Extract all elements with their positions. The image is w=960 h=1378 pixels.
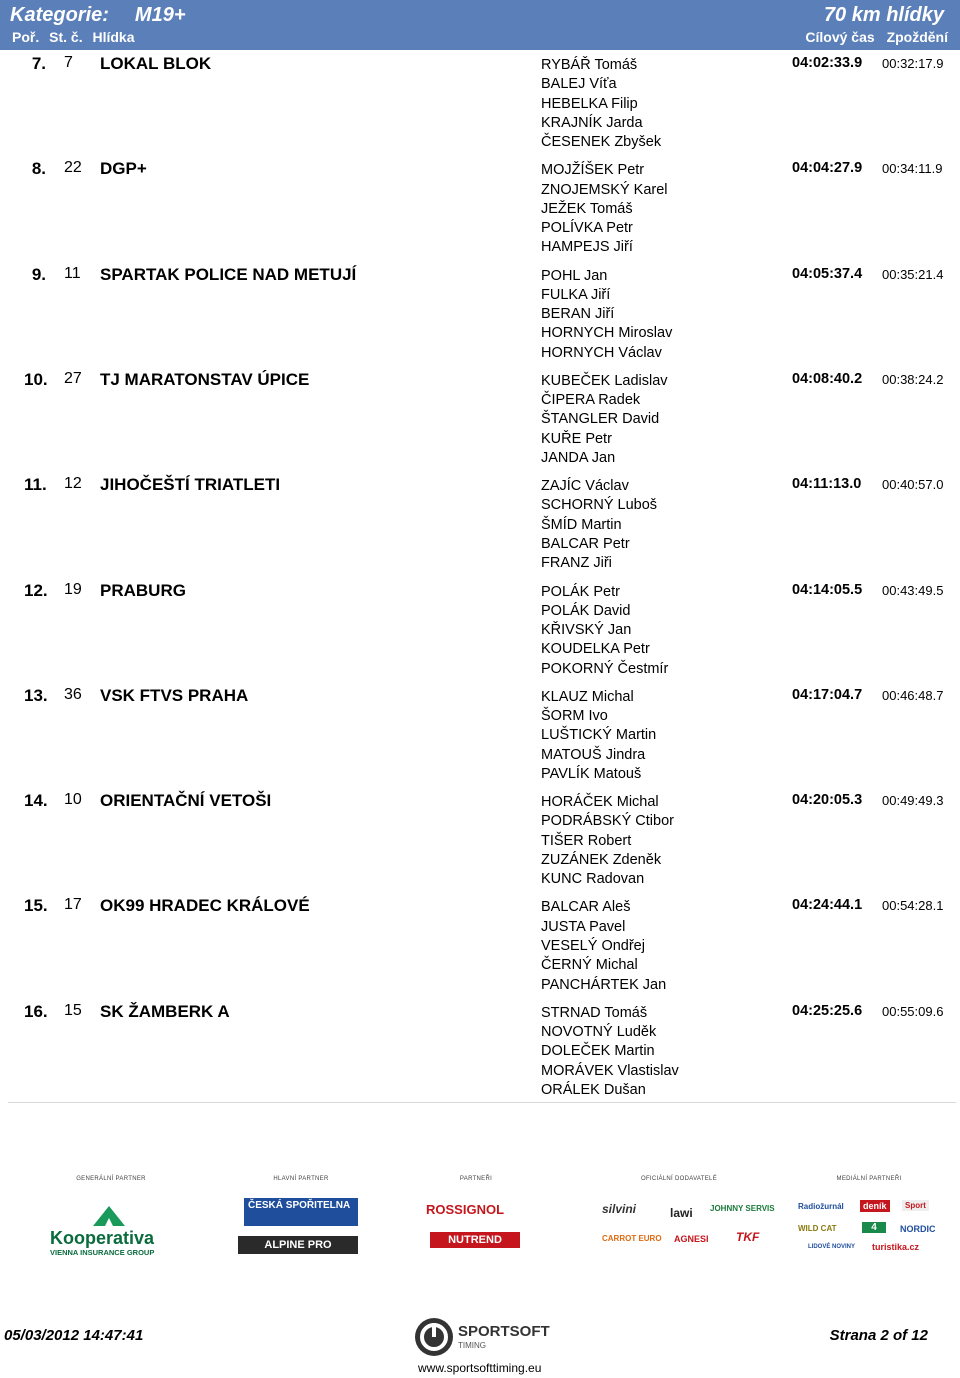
result-members — [541, 477, 657, 573]
ceska-sporitelna-logo: ČESKÁ SPOŘITELNA — [244, 1198, 358, 1226]
result-row — [0, 265, 960, 370]
result-delay: 00:54:28.1 — [882, 898, 944, 914]
official-suppliers-label: OFICIÁLNÍ DODAVATELÉ — [640, 1176, 717, 1182]
col-start-number: St. č. — [49, 29, 83, 45]
category-heading — [10, 4, 186, 27]
nordic-logo: NORDIC — [900, 1224, 936, 1234]
result-team-name: OK99 HRADEC KRÁLOVÉ — [100, 896, 310, 916]
lawi-logo: lawi — [670, 1206, 693, 1220]
result-team-name: PRABURG — [100, 580, 186, 600]
col-delay: Zpoždění — [886, 29, 948, 45]
result-finish-time: 04:04:27.9 — [792, 160, 863, 177]
result-finish-time: 04:02:33.9 — [792, 55, 863, 71]
member-name: BERAN Jiří — [541, 306, 615, 323]
member-name: TIŠER Robert — [541, 832, 632, 849]
partners-group — [416, 1176, 536, 1256]
result-start-number: 10 — [64, 791, 82, 809]
result-rank: 15. — [24, 896, 48, 916]
result-row — [0, 159, 960, 264]
lidove-noviny-logo: LIDOVÉ NOVINY — [808, 1244, 856, 1250]
result-members — [541, 793, 674, 889]
member-name: ČESENEK Zbyšek — [541, 134, 662, 151]
sportsoft-logo-text: SPORTSOFT — [458, 1323, 550, 1340]
member-name: HORÁČEK Michal — [541, 794, 659, 811]
result-team-name: ORIENTAČNÍ VETOŠI — [100, 791, 272, 811]
member-name: HEBELKA Filip — [541, 95, 638, 112]
category-value: M19+ — [134, 4, 186, 26]
member-name: ČERNÝ Michal — [541, 957, 638, 974]
result-rank: 13. — [24, 685, 48, 705]
member-name: HAMPEJS Jiří — [541, 239, 633, 256]
member-name: SCHORNÝ Luboš — [541, 497, 658, 514]
member-name: ŠTANGLER David — [541, 411, 660, 428]
result-row — [0, 54, 960, 159]
member-name: BALCAR Aleš — [541, 899, 631, 916]
kooperativa-subtitle: VIENNA INSURANCE GROUP — [50, 1248, 155, 1257]
result-finish-time: 04:05:37.4 — [792, 265, 863, 282]
result-row — [0, 896, 960, 1001]
col-finish-time: Cílový čas — [805, 29, 875, 45]
result-start-number: 12 — [64, 475, 82, 493]
result-members — [541, 688, 656, 784]
media-partners-group — [794, 1176, 944, 1256]
silvini-logo: silvini — [602, 1202, 637, 1216]
page-number: Strana 2 of 12 — [829, 1327, 928, 1344]
column-headers-right — [797, 29, 948, 45]
result-finish-time: 04:24:44.1 — [792, 897, 863, 914]
member-name: ORÁLEK Dušan — [541, 1081, 646, 1098]
result-start-number: 15 — [64, 1001, 82, 1019]
member-name: KRAJNÍK Jarda — [541, 114, 643, 131]
result-finish-time: 04:14:05.5 — [792, 581, 863, 598]
result-start-number: 17 — [64, 896, 82, 914]
result-row — [0, 791, 960, 896]
print-datetime: 05/03/2012 14:47:41 — [4, 1327, 144, 1344]
member-name: POLÁK Petr — [541, 583, 620, 600]
agnesi-logo: AGNESI — [674, 1234, 709, 1244]
member-name: POHL Jan — [541, 267, 608, 284]
member-name: DOLEČEK Martin — [541, 1043, 655, 1060]
member-name: STRNAD Tomáš — [541, 1004, 648, 1021]
member-name: KŘIVSKÝ Jan — [541, 622, 632, 639]
result-members — [541, 1004, 679, 1100]
member-name: JANDA Jan — [541, 450, 616, 467]
result-members — [541, 898, 666, 994]
member-name: RYBÁŘ Tomáš — [541, 57, 638, 73]
member-name: HORNYCH Václav — [541, 344, 662, 361]
kooperativa-logo: Kooperativa — [50, 1228, 155, 1248]
member-name: PANCHÁRTEK Jan — [541, 976, 667, 993]
wild-cat-logo: WILD CAT — [798, 1224, 837, 1233]
member-name: PODRÁBSKÝ Ctibor — [541, 813, 674, 830]
result-team-name: SPARTAK POLICE NAD METUJÍ — [100, 264, 357, 284]
result-rank: 9. — [31, 264, 46, 284]
general-partner-label: GENERÁLNÍ PARTNER — [76, 1176, 146, 1182]
alpine-pro-logo: ALPINE PRO — [238, 1236, 358, 1254]
member-name: ŠMÍD Martin — [541, 516, 622, 533]
media-partners-label: MEDIÁLNÍ PARTNEŘI — [836, 1176, 902, 1182]
member-name: KLAUZ Michal — [541, 688, 634, 705]
result-start-number: 7 — [64, 54, 73, 71]
result-start-number: 19 — [64, 580, 82, 598]
result-row — [0, 581, 960, 686]
member-name: BALEJ Víťa — [541, 76, 617, 93]
result-start-number: 22 — [64, 159, 82, 177]
result-row — [0, 686, 960, 791]
website-url: www.sportsofttiming.eu — [418, 1361, 542, 1375]
result-members — [541, 583, 668, 679]
member-name: ČIPERA Radek — [541, 392, 641, 409]
kooperativa-logo-icon — [91, 1204, 127, 1228]
member-name: FULKA Jiří — [541, 286, 611, 303]
result-finish-time: 04:20:05.3 — [792, 792, 863, 809]
result-start-number: 27 — [64, 369, 82, 387]
result-delay: 00:40:57.0 — [882, 477, 944, 493]
result-team-name: VSK FTVS PRAHA — [100, 685, 249, 705]
result-row — [0, 1002, 960, 1107]
result-team-name: JIHOČEŠTÍ TRIATLETI — [100, 475, 281, 495]
column-headers-left — [12, 29, 141, 45]
col-rank: Poř. — [12, 29, 40, 45]
member-name: MORÁVEK Vlastislav — [541, 1062, 679, 1079]
partners-label: PARTNEŘI — [459, 1176, 493, 1182]
result-rank: 16. — [24, 1001, 48, 1021]
result-delay: 00:46:48.7 — [882, 687, 944, 703]
member-name: PAVLÍK Matouš — [541, 765, 642, 782]
member-name: JUSTA Pavel — [541, 918, 626, 935]
result-team-name: SK ŽAMBERK A — [100, 1001, 230, 1021]
nutrend-logo: NUTREND — [430, 1232, 520, 1248]
sportsoft-emblem-icon — [414, 1317, 454, 1357]
result-delay: 00:32:17.9 — [882, 56, 944, 71]
col-team: Hlídka — [92, 29, 135, 45]
member-name: VESELÝ Ondřej — [541, 937, 645, 954]
result-rank: 7. — [31, 54, 46, 73]
tkf-logo: TKF — [736, 1230, 760, 1244]
result-delay: 00:35:21.4 — [882, 266, 944, 282]
member-name: KUBEČEK Ladislav — [541, 372, 668, 389]
race-title: 70 km hlídky — [823, 4, 944, 26]
result-delay: 00:55:09.6 — [882, 1003, 944, 1019]
member-name: ZAJÍC Václav — [541, 478, 629, 495]
result-delay: 00:49:49.3 — [882, 793, 944, 809]
johnny-servis-logo: JOHNNY SERVIS — [710, 1204, 775, 1213]
result-finish-time: 04:11:13.0 — [792, 476, 862, 493]
result-delay: 00:34:11.9 — [882, 161, 943, 177]
member-name: HORNYCH Miroslav — [541, 325, 673, 342]
result-rank: 10. — [24, 369, 48, 389]
member-name: ŠORM Ivo — [541, 708, 608, 725]
result-members — [541, 56, 661, 152]
result-finish-time: 04:08:40.2 — [792, 370, 863, 387]
member-name: KUŘE Petr — [541, 430, 612, 447]
result-finish-time: 04:17:04.7 — [792, 686, 863, 703]
divider — [8, 1102, 956, 1103]
result-team-name: LOKAL BLOK — [100, 54, 212, 73]
member-name: POLÁK David — [541, 602, 631, 619]
sportsoft-logo — [414, 1315, 550, 1359]
result-members — [541, 161, 668, 257]
rossignol-logo: ROSSIGNOL — [426, 1202, 505, 1217]
member-name: KOUDELKA Petr — [541, 641, 650, 658]
result-row — [0, 370, 960, 475]
member-name: KUNC Radovan — [541, 871, 645, 888]
result-team-name: TJ MARATONSTAV ÚPICE — [100, 369, 310, 389]
result-rank: 12. — [24, 580, 48, 600]
official-suppliers-group — [584, 1176, 774, 1256]
result-start-number: 11 — [64, 264, 81, 282]
member-name: MOJŽÍŠEK Petr — [541, 162, 645, 179]
sponsor-strip — [36, 1176, 936, 1256]
member-name: ZNOJEMSKÝ Karel — [541, 181, 668, 198]
sportsoft-logo-sub: TIMING — [458, 1341, 486, 1350]
result-row — [0, 475, 960, 580]
member-name: POKORNÝ Čestmír — [541, 660, 669, 677]
result-delay: 00:38:24.2 — [882, 371, 944, 387]
main-partner-group — [236, 1176, 366, 1256]
member-name: MATOUŠ Jindra — [541, 746, 646, 763]
denik-logo: deník — [860, 1200, 890, 1212]
result-members — [541, 267, 672, 363]
member-name: BALCAR Petr — [541, 536, 630, 553]
member-name: ZUZÁNEK Zdeněk — [541, 851, 662, 868]
member-name: JEŽEK Tomáš — [541, 200, 633, 217]
main-partner-label: HLAVNÍ PARTNER — [273, 1176, 329, 1182]
carrot-euro-logo: CARROT EURO — [602, 1234, 662, 1243]
result-finish-time: 04:25:25.6 — [792, 1002, 863, 1019]
category-label: Kategorie: — [10, 4, 109, 26]
radiozurnal-logo: Radiožurnál — [798, 1202, 844, 1211]
ct4-logo: 4 — [862, 1222, 886, 1233]
member-name: FRANZ Jiři — [541, 555, 612, 572]
member-name: NOVOTNÝ Luděk — [541, 1023, 657, 1040]
result-rank: 8. — [31, 159, 46, 179]
turistika-logo: turistika.cz — [872, 1242, 920, 1252]
result-rank: 14. — [24, 791, 48, 811]
general-partner-group — [36, 1176, 186, 1256]
sport-logo: Sport — [902, 1200, 929, 1211]
result-members — [541, 372, 668, 468]
member-name: POLÍVKA Petr — [541, 220, 633, 237]
result-rank: 11. — [24, 475, 47, 495]
results-header — [0, 0, 960, 50]
result-start-number: 36 — [64, 685, 82, 703]
result-team-name: DGP+ — [100, 159, 147, 179]
member-name: LUŠTICKÝ Martin — [541, 727, 657, 744]
result-delay: 00:43:49.5 — [882, 582, 944, 598]
